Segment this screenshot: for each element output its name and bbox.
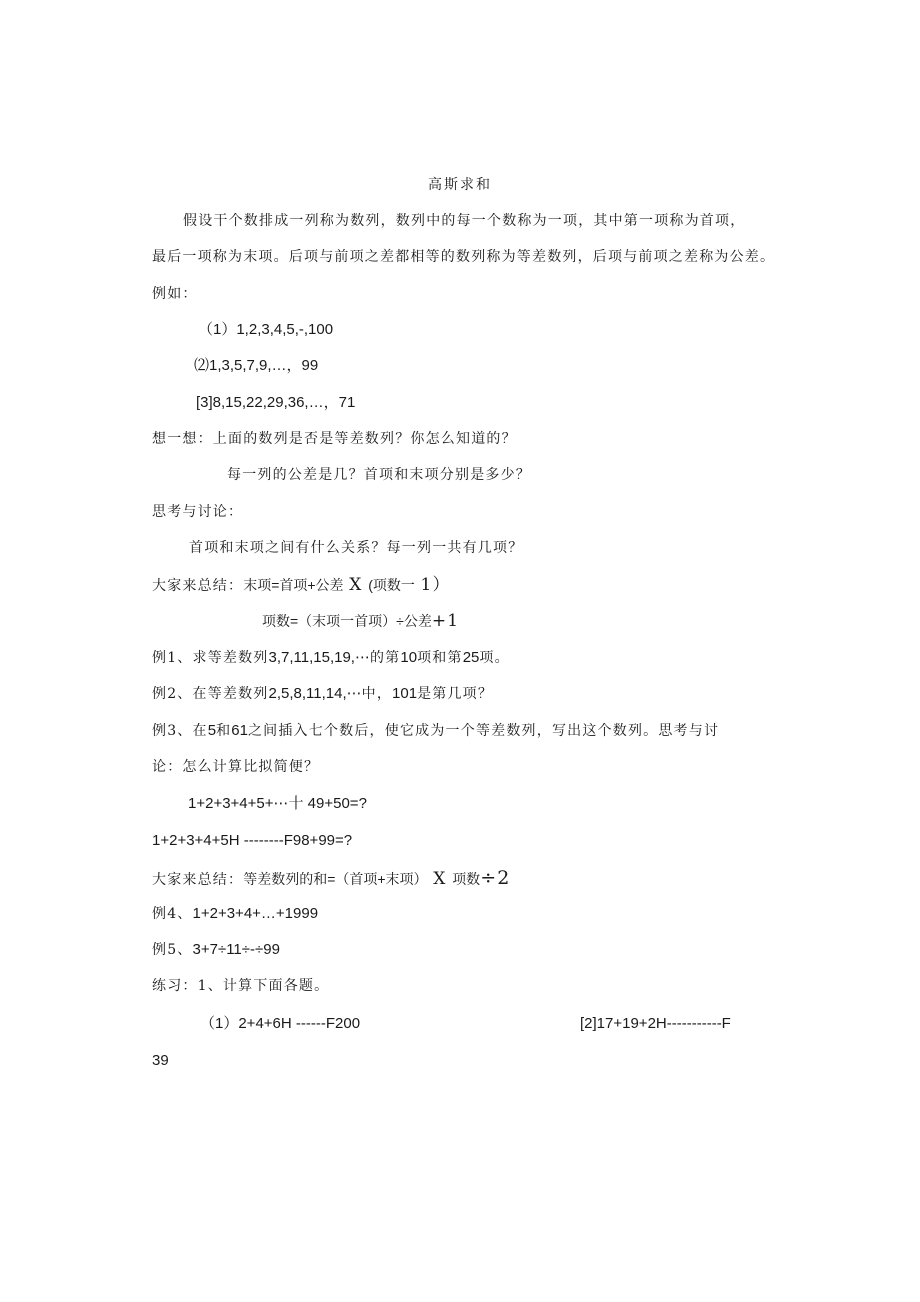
formula-tail-num: 1） xyxy=(420,575,451,595)
discuss-question: 首项和末项之间有什么关系？每一列一共有几项？ xyxy=(189,540,524,556)
summary-prefix: 大家来总结： xyxy=(152,578,244,594)
summary-term-formula xyxy=(152,577,451,594)
practice-item-1: （1）2+4+6H ------F200 xyxy=(200,1015,361,1032)
multiply-sign: X xyxy=(433,869,447,889)
example-2 xyxy=(152,686,493,701)
formula-tail: (项数一 xyxy=(368,577,415,593)
intro-line-2: 最后一项称为末项。后项与前项之差都相等的数列称为等差数列，后项与前项之差称为公差。 xyxy=(152,249,776,265)
summary-sum-formula xyxy=(152,869,511,888)
example-3-text: 之间插入七个数后，使它成为一个等差数列，写出这个数列。思考与讨 xyxy=(247,723,720,739)
example-4 xyxy=(152,906,318,921)
example-2-text: 例2、在等差数列 xyxy=(152,686,269,702)
formula-text: 等差数列的和=（首项+末项） xyxy=(243,871,428,887)
example-2-sequence: 2,5,8,11,14,⋯ xyxy=(268,685,362,702)
example-3-number: 61 xyxy=(231,722,248,739)
example-1-text: 的第 xyxy=(369,650,401,666)
example-4-label: 例4、 xyxy=(152,906,193,922)
multiply-sign: X xyxy=(349,575,363,595)
example-4-expression: 1+2+3+4+…+1999 xyxy=(192,905,319,922)
example-2-text: 中， xyxy=(361,686,393,702)
example-1-text: 例1、求等差数列 xyxy=(152,650,269,666)
think-question: 想一想：上面的数列是否是等差数列？你怎么知道的？ xyxy=(152,431,517,447)
sum-expression-2: 1+2+3+4+5H --------F98+99=? xyxy=(152,832,353,849)
example-1-text: 项。 xyxy=(479,650,510,666)
example-3-text: 和 xyxy=(216,723,232,739)
summary-count-formula xyxy=(262,613,459,630)
formula-text: 项数=（末项一首项）÷公差 xyxy=(262,613,432,629)
divide-two: ÷2 xyxy=(480,867,511,889)
example-1 xyxy=(152,650,510,665)
practice-heading: 练习：1、计算下面各题。 xyxy=(152,978,330,994)
discuss-label: 思考与讨论： xyxy=(152,504,244,520)
formula-tail: 项数 xyxy=(452,871,481,887)
example-3-continued: 论：怎么计算比拟简便？ xyxy=(152,759,320,775)
example-1-number: 25 xyxy=(462,649,480,666)
formula-tail: +1 xyxy=(431,611,460,631)
intro-line-1: 假设干个数排成一列称为数列，数列中的每一个数称为一项，其中第一项称为首项， xyxy=(183,213,746,229)
example-3 xyxy=(152,723,719,738)
example-5 xyxy=(152,942,280,957)
example-2-number: 101 xyxy=(392,685,418,702)
practice-item-2: [2]17+19+2H-----------F xyxy=(580,1015,731,1032)
sum-expression-1: 1+2+3+4+5+⋯十 49+50=? xyxy=(188,795,367,812)
sequence-1: （1）1,2,3,4,5,-,100 xyxy=(198,321,334,338)
sequence-2: ⑵1,3,5,7,9,…，99 xyxy=(194,357,319,374)
example-3-text: 例3、在 xyxy=(152,723,208,739)
formula-text: 末项=首项+公差 xyxy=(243,577,344,593)
think-question-2: 每一列的公差是几？首项和末项分别是多少？ xyxy=(227,467,531,483)
example-5-label: 例5、 xyxy=(152,942,193,958)
example-3-number: 5 xyxy=(207,722,217,739)
example-5-expression: 3+7÷11÷-÷99 xyxy=(192,941,280,958)
example-1-number: 10 xyxy=(400,649,418,666)
example-label: 例如： xyxy=(152,286,198,302)
example-1-text: 项和第 xyxy=(417,650,463,666)
summary-prefix: 大家来总结： xyxy=(152,872,244,888)
practice-item-2-continued: 39 xyxy=(152,1052,169,1069)
doc-title: 高斯求和 xyxy=(428,177,492,193)
sequence-3: [3]8,15,22,29,36,…，71 xyxy=(196,394,356,411)
example-2-text: 是第几项？ xyxy=(417,686,494,702)
example-1-sequence: 3,7,11,15,19,⋯ xyxy=(268,649,370,666)
